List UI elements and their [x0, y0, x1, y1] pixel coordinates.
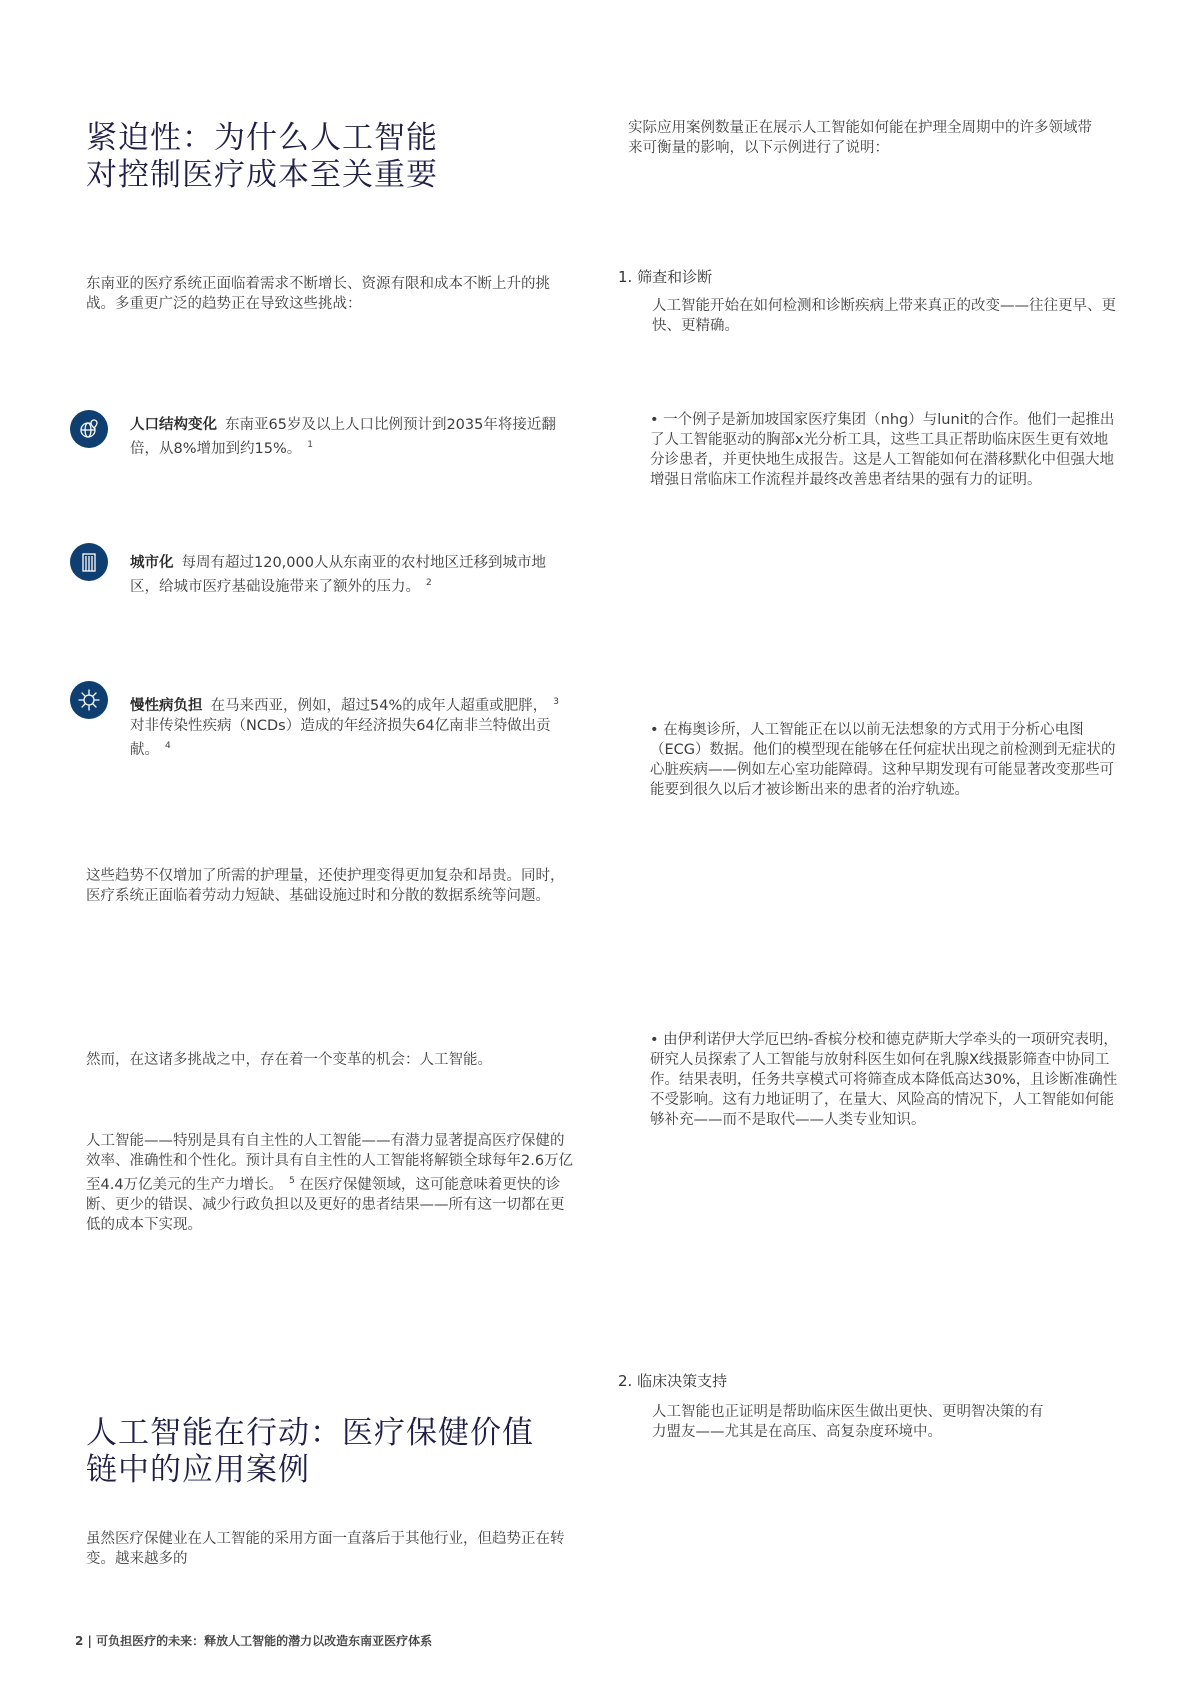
ai-potential-paragraph	[86, 1131, 576, 1235]
title-line: 对控制医疗成本至关重要	[86, 157, 438, 193]
opportunity-paragraph: 然而，在这诸多挑战之中，存在着一个变革的机会：人工智能。	[86, 1052, 492, 1068]
trend-text: 东南亚65岁及以上人口比例预计到2035年将接近翻倍，从8%增加到约15%。	[130, 417, 556, 457]
footnote-ref[interactable]: 5	[289, 1176, 295, 1186]
footnote-ref[interactable]: 2	[426, 578, 432, 588]
bullet-mayo-clinic: • 在梅奥诊所，人工智能正在以以前无法想象的方式用于分析心电图（ECG）数据。他们的模型现在能够在任何症状出现之前检测到无症状的心脏疾病——例如左心室功能障碍。这种早期发现有可能显著改变那些可能要到很久以后才被诊断出来的患者的治疗轨迹。	[650, 722, 1116, 798]
footnote-ref[interactable]: 4	[165, 740, 171, 751]
bullet-mammography-study: • 由伊利诺伊大学厄巴纳-香槟分校和德克萨斯大学牵头的一项研究表明，研究人员探索了人工智能与放射科医生如何在乳腺X线摄影筛查中协同工作。结果表明，任务共享模式可将筛查成本降低高达30%，且诊断准确性不受影响。这有力地证明了，在量大、风险高的情况下，人工智能如何能够补充——而不是取代——人类专业知识。	[650, 1032, 1118, 1128]
title-line: 链中的应用案例	[86, 1452, 310, 1488]
building-icon	[70, 543, 108, 581]
bullet-nhg-lunit: • 一个例子是新加坡国家医疗集团（nhg）与lunit的合作。他们一起推出了人工智能驱动的胸部x光分析工具，这些工具正帮助临床医生更有效地分诊患者，并更快地生成报告。这是人工智能如何在潜移默化中但强大地增强日常临床工作流程并最终改善患者结果的强有力的证明。	[650, 412, 1115, 488]
decision-support-text: 人工智能也正证明是帮助临床医生做出更快、更明智决策的有力盟友——尤其是在高压、高复杂度环境中。	[652, 1404, 1044, 1440]
title-line: 人工智能在行动：医疗保健价值	[86, 1415, 534, 1451]
trend-text: 对非传染性疾病（NCDs）造成的年经济损失64亿南非兰特做出贡献。	[130, 717, 551, 758]
page-title	[86, 120, 606, 194]
section-heading-screening: 1. 筛查和诊断	[618, 268, 713, 286]
trend-urbanization	[130, 553, 570, 597]
footnote-ref[interactable]: 1	[307, 440, 313, 450]
trend-text: 在马来西亚，例如，超过54%的成年人超重或肥胖，	[210, 697, 548, 714]
page-footer: 2 | 可负担医疗的未来：释放人工智能的潜力以改造东南亚医疗体系	[75, 1634, 433, 1648]
intro-paragraph: 东南亚的医疗系统正面临着需求不断增长、资源有限和成本不断上升的挑战。多重更广泛的趋势正在导致这些挑战：	[86, 276, 550, 312]
paragraph-text: 人工智能——特别是具有自主性的人工智能——有潜力显著提高医疗保健的效率、准确性和个性化。预计具有自主性的人工智能将解锁全球每年2.6万亿至4.4万亿美元的生产力增长。	[86, 1133, 574, 1193]
screening-text: 人工智能开始在如何检测和诊断疾病上带来真正的改变——往往更早、更快、更精确。	[652, 298, 1116, 334]
paragraph-text: 在医疗保健领域，这可能意味着更快的诊断、更少的错误、减少行政负担以及更好的患者结果——所有这一切都在更低的成本下实现。	[86, 1176, 565, 1233]
section-title	[86, 1415, 606, 1489]
trends-paragraph: 这些趋势不仅增加了所需的护理量，还使护理变得更加复杂和昂贵。同时，医疗系统正面临着劳动力短缺、基础设施过时和分散的数据系统等问题。	[86, 868, 565, 904]
title-line: 紧迫性：为什么人工智能	[86, 120, 438, 156]
trend-lead: 人口结构变化	[130, 417, 217, 433]
trend-text: 每周有超过120,000人从东南亚的农村地区迁移到城市地区，给城市医疗基础设施带来了额外的压力。	[130, 555, 546, 595]
adoption-paragraph: 虽然医疗保健业在人工智能的采用方面一直落后于其他行业，但趋势正在转变。越来越多的	[86, 1531, 565, 1567]
globe-pin-icon	[70, 410, 108, 448]
trend-lead: 城市化	[130, 555, 174, 571]
trend-chronic-disease	[130, 692, 575, 760]
virus-icon	[70, 681, 108, 719]
trend-demographics	[130, 415, 570, 459]
footnote-ref[interactable]: 3	[553, 697, 559, 707]
right-intro: 实际应用案例数量正在展示人工智能如何能在护理全周期中的许多领域带来可衡量的影响，以下示例进行了说明：	[628, 120, 1092, 156]
section-heading-decision-support: 2. 临床决策支持	[618, 1372, 728, 1390]
trend-lead: 慢性病负担	[130, 697, 203, 714]
